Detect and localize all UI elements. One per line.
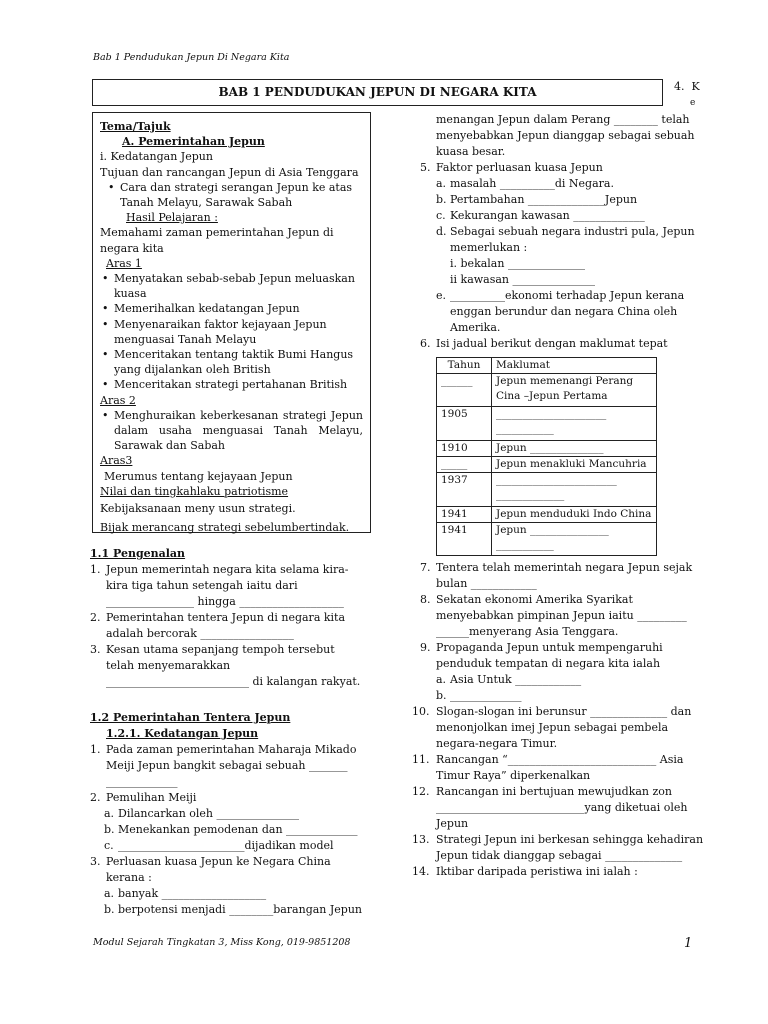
question-item: 2. Pemerintahan tentera Jepun di negara kita adalah bercorak _________________ (90, 611, 346, 640)
section-1-1-heading: 1.1 Pengenalan (90, 547, 186, 560)
sub-item: a. masalah __________di Negara. (436, 177, 614, 190)
left-column-1 (90, 546, 365, 690)
list-item: • Menghuraikan keberkesanan strategi Jepun dalam usaha menguasai Tanah Melayu, Sarawak dan Sabah (100, 408, 363, 454)
table-cell: 1905 (437, 407, 492, 441)
footer-text: Modul Sejarah Tingkatan 3, Miss Kong, 019-9851208 (93, 937, 351, 948)
tema-heading: Tema/Tajuk (100, 120, 171, 133)
question-item: 8. Sekatan ekonomi Amerika Syarikat menyebabkan pimpinan Jepun iaitu _________ ______menyerang Asia Tenggara. (420, 593, 687, 638)
table-cell: _____________________ ___________ (492, 407, 657, 441)
table-header-row (437, 358, 657, 374)
table-header: Maklumat (492, 358, 657, 374)
table-header: Tahun (437, 358, 492, 374)
table-row (437, 473, 657, 507)
question-item: 10. Slogan-slogan ini berunsur ______________ dan menonjolkan imej Jepun sebagai pembela negara-negara Timur. (412, 705, 692, 750)
sub-item: c. _______________________dijadikan model (104, 839, 334, 852)
info-table (436, 357, 657, 556)
side-letter: e (690, 98, 696, 108)
table-cell: Jepun memenangi Perang Cina –Jepun Pertama (492, 374, 657, 407)
sub-item: d. Sebagai sebuah negara industri pula, Jepun memerlukan : (436, 225, 695, 254)
question-item: 3. Kesan utama sepanjang tempoh tersebut telah menyemarakkan __________________________ di kalangan rakyat. (90, 643, 361, 688)
question-item: 2. Pemulihan Meiji (90, 791, 197, 804)
page-number: 1 (684, 936, 693, 951)
running-header: Bab 1 Pendudukan Jepun Di Negara Kita (93, 52, 290, 63)
aras3-text: Merumus tentang kejayaan Jepun (104, 469, 293, 483)
table-row (437, 374, 657, 407)
sub-item: a. banyak ___________________ (104, 887, 267, 900)
left-column-2 (90, 710, 365, 918)
sub-item: b. Pertambahan ______________Jepun (436, 193, 638, 206)
question-item: 11. Rancangan “___________________________ Asia Timur Raya” diperkenalkan (412, 753, 684, 782)
question-item: 12. Rancangan ini bertujuan mewujudkan zon ___________________________yang diketuai oleh Jepun (412, 785, 688, 830)
table-cell: 1941 (437, 507, 492, 523)
table-row (437, 507, 657, 523)
table-cell: ______ (437, 374, 492, 407)
section-1-2-1-heading: 1.2.1. Kedatangan Jepun (106, 727, 259, 740)
aras3-heading: Aras3 (100, 454, 133, 468)
table-row (437, 523, 657, 556)
sub-item: b. Menekankan pemodenan dan _____________ (104, 823, 358, 836)
sub-sub-item: i. bekalan ______________ (450, 257, 585, 270)
question-item: 14. Iktibar daripada peristiwa ini ialah : (412, 865, 638, 878)
question-item: 3. Perluasan kuasa Jepun ke Negara China kerana : (90, 855, 331, 884)
sub-sub-item: ii kawasan _______________ (450, 273, 596, 286)
memahami-text: Memahami zaman pemerintahan Jepun di negara kita (100, 226, 334, 255)
sub-item: e. __________ekonomi terhadap Jepun kerana enggan berundur dan negara China oleh Amerika. (436, 289, 685, 334)
question-item: 9. Propaganda Jepun untuk mempengaruhi penduduk tempatan di negara kita ialah (420, 641, 663, 670)
list-item: • Cara dan strategi serangan Jepun ke atas Tanah Melayu, Sarawak Sabah (106, 180, 363, 210)
list-item: • Memerihalkan kedatangan Jepun (100, 301, 363, 316)
table-cell: 1937 (437, 473, 492, 507)
sub-item: b. _____________ (436, 689, 522, 702)
aras2-heading: Aras 2 (100, 393, 136, 407)
sub-title: i. Kedatangan Jepun (100, 150, 213, 164)
table-row (437, 441, 657, 457)
right-column-1 (412, 112, 712, 352)
question-item: 1. Jepun memerintah negara kita selama kira-kira tiga tahun setengah iaitu dari ________________ hingga ___________________ (90, 563, 349, 608)
tema-box (92, 112, 371, 533)
nilai-item: Bijak merancang strategi sebelumbertindak. (100, 521, 350, 535)
table-cell: Jepun menduduki Indo China (492, 507, 657, 523)
table-row (437, 457, 657, 473)
question-item: 5. Faktor perluasan kuasa Jepun (420, 161, 603, 174)
table-cell: _______________________ _____________ (492, 473, 657, 507)
question-item: 13. Strategi Jepun ini berkesan sehingga kehadiran Jepun tidak dianggap sebagai ______________ (412, 833, 704, 862)
hasil-heading: Hasil Pelajaran : (126, 211, 218, 225)
question-item: 6. Isi jadual berikut dengan maklumat tepat (420, 337, 668, 350)
aras1-heading: Aras 1 (106, 256, 142, 270)
sub-item: b. berpotensi menjadi ________barangan Jepun (104, 903, 363, 916)
q4-continuation: menangan Jepun dalam Perang ________ telah menyebabkan Jepun dianggap sebagai sebuah kuasa besar. (436, 113, 695, 158)
section-1-2-heading: 1.2 Pemerintahan Tentera Jepun (90, 711, 291, 724)
list-item: • Menyenaraikan faktor kejayaan Jepun menguasai Tanah Melayu (100, 317, 363, 347)
list-item: • Menceritakan strategi pertahanan British (100, 377, 363, 392)
list-item: • Menceritakan tentang taktik Bumi Hangus yang dijalankan oleh British (100, 347, 363, 377)
right-column-2 (412, 560, 712, 880)
list-item: • Menyatakan sebab-sebab Jepun meluaskan kuasa (100, 271, 363, 301)
sub-item: a. Dilancarkan oleh _______________ (104, 807, 300, 820)
table-cell: Jepun _______________ ___________ (492, 523, 657, 556)
side-number: 4. K (674, 80, 700, 93)
section-a-title: A. Pemerintahan Jepun (122, 135, 265, 149)
tujuan-text: Tujuan dan rancangan Jepun di Asia Tenggara (100, 165, 359, 179)
question-item: 1. Pada zaman pemerintahan Maharaja Mikado Meiji Jepun bangkit sebagai sebuah _______ _____________ (90, 743, 357, 788)
table-row (437, 407, 657, 441)
table-cell: 1910 (437, 441, 492, 457)
nilai-heading: Nilai dan tingkahlaku patriotisme (100, 484, 289, 498)
nilai-item: Kebijaksanaan meny usun strategi. (100, 502, 296, 516)
question-item: 7. Tentera telah memerintah negara Jepun sejak bulan ____________ (420, 561, 693, 590)
table-cell: 1941 (437, 523, 492, 556)
table-cell: Jepun ______________ (492, 441, 657, 457)
sub-item: c. Kekurangan kawasan _____________ (436, 209, 645, 222)
table-cell: _____ (437, 457, 492, 473)
chapter-title: BAB 1 PENDUDUKAN JEPUN DI NEGARA KITA (92, 79, 663, 106)
sub-item: a. Asia Untuk ____________ (436, 673, 582, 686)
table-cell: Jepun menakluki Mancuhria (492, 457, 657, 473)
